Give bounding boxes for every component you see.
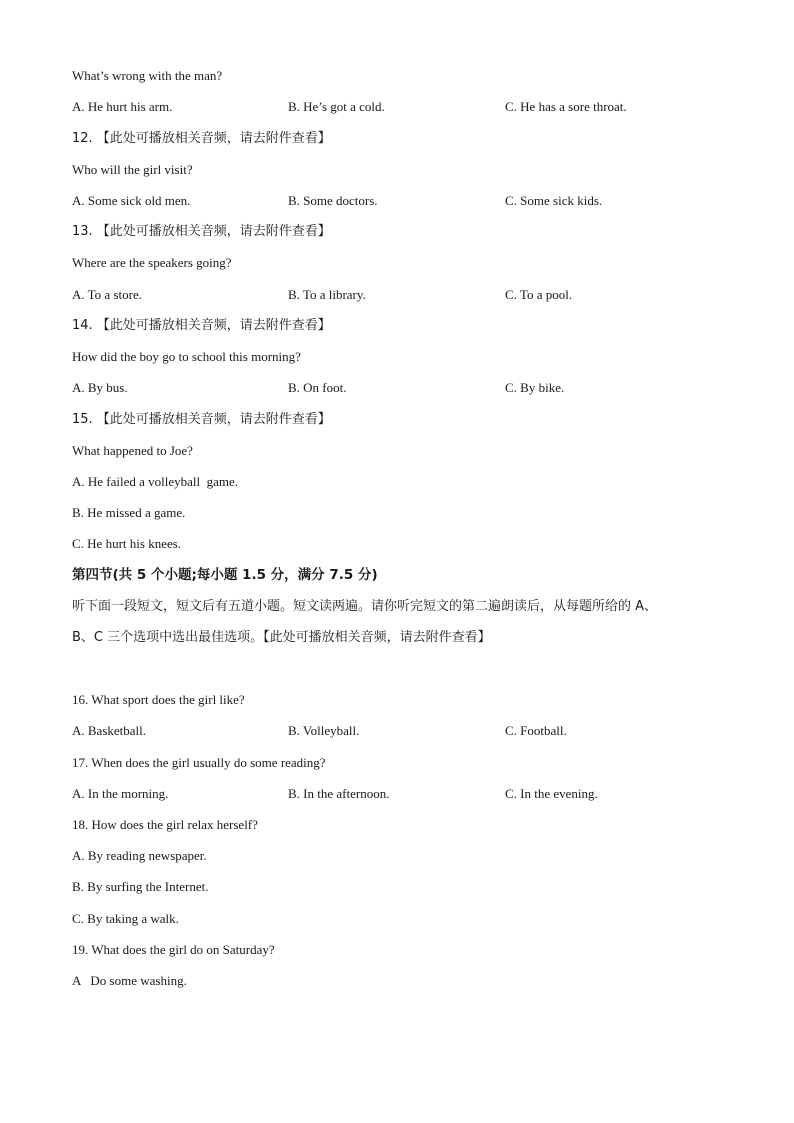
q13-options xyxy=(72,287,772,303)
q11-option-b: B. He’s got a cold. xyxy=(288,99,385,114)
section4-instruction-line1: 听下面一段短文，短文后有五道小题。短文读两遍。请你听完短文的第二遍朗读后，从每题所给的 A、 xyxy=(72,599,658,614)
q12-question: Who will the girl visit? xyxy=(72,162,193,177)
q16-options xyxy=(72,723,772,739)
q17-option-c: C. In the evening. xyxy=(505,786,598,801)
q13-option-c: C. To a pool. xyxy=(505,287,573,302)
q17-option-a: A. In the morning. xyxy=(72,786,169,801)
q18-option-c: C. By taking a walk. xyxy=(72,911,179,926)
q12-option-a: A. Some sick old men. xyxy=(72,193,191,208)
q16-option-a: A. Basketball. xyxy=(72,723,147,738)
q16-option-b: B. Volleyball. xyxy=(288,723,360,738)
q15-option-a: A. He failed a volleyball game. xyxy=(72,474,239,489)
q13-audio-link[interactable]: 13. 【此处可播放相关音频，请去附件查看】 xyxy=(72,224,331,239)
q12-audio-link[interactable]: 12. 【此处可播放相关音频，请去附件查看】 xyxy=(72,131,331,146)
q14-options xyxy=(72,380,772,396)
q12-option-c: C. Some sick kids. xyxy=(505,193,603,208)
q12-options xyxy=(72,193,772,209)
q17-option-b: B. In the afternoon. xyxy=(288,786,390,801)
q17-options xyxy=(72,786,772,802)
q18-option-a: A. By reading newspaper. xyxy=(72,848,207,863)
q14-option-c: C. By bike. xyxy=(505,380,565,395)
q16-question: 16. What sport does the girl like? xyxy=(72,692,245,707)
q14-option-b: B. On foot. xyxy=(288,380,347,395)
q11-option-a: A. He hurt his arm. xyxy=(72,99,173,114)
q15-question: What happened to Joe? xyxy=(72,443,193,458)
q17-question: 17. When does the girl usually do some reading? xyxy=(72,755,326,770)
q19-option-a: A Do some washing. xyxy=(72,973,187,988)
q15-option-c: C. He hurt his knees. xyxy=(72,536,182,551)
section4-instruction-line2[interactable]: B、C 三个选项中选出最佳选项。【此处可播放相关音频，请去附件查看】 xyxy=(72,630,491,645)
q15-audio-link[interactable]: 15. 【此处可播放相关音频，请去附件查看】 xyxy=(72,412,331,427)
q12-option-b: B. Some doctors. xyxy=(288,193,378,208)
q14-option-a: A. By bus. xyxy=(72,380,128,395)
q13-question: Where are the speakers going? xyxy=(72,255,232,270)
q11-option-c: C. He has a sore throat. xyxy=(505,99,627,114)
q13-option-b: B. To a library. xyxy=(288,287,366,302)
q18-option-b: B. By surfing the Internet. xyxy=(72,879,209,894)
q15-option-b: B. He missed a game. xyxy=(72,505,186,520)
q11-options xyxy=(72,99,772,115)
q14-question: How did the boy go to school this morning? xyxy=(72,349,301,364)
section4-title: 第四节(共 5 个小题;每小题 1.5 分，满分 7.5 分) xyxy=(72,567,378,583)
q19-question: 19. What does the girl do on Saturday? xyxy=(72,942,275,957)
q14-audio-link[interactable]: 14. 【此处可播放相关音频，请去附件查看】 xyxy=(72,318,331,333)
q18-question: 18. How does the girl relax herself? xyxy=(72,817,258,832)
q16-option-c: C. Football. xyxy=(505,723,567,738)
q13-option-a: A. To a store. xyxy=(72,287,142,302)
q11-question: What’s wrong with the man? xyxy=(72,68,223,83)
